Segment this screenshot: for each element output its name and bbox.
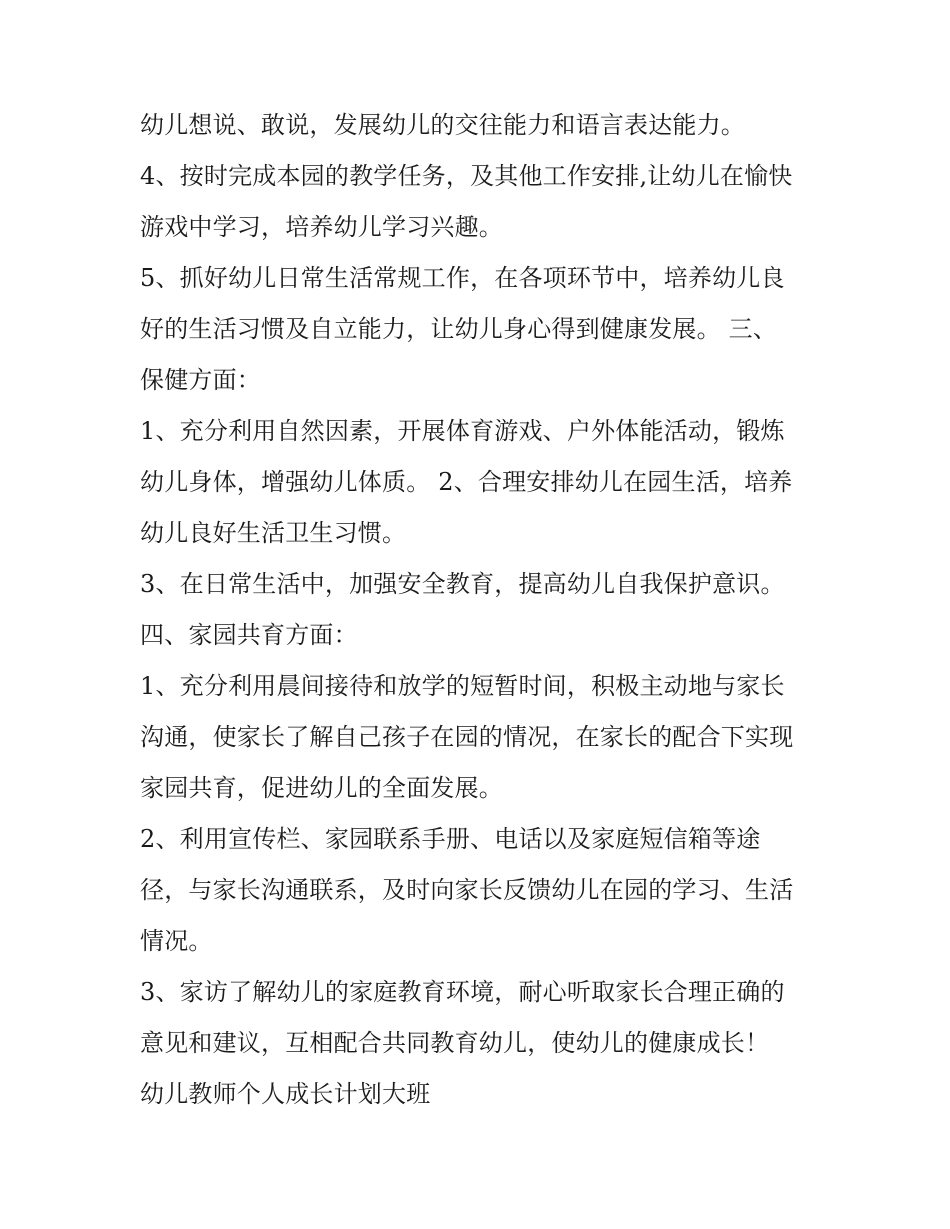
text-line: 家园共育，促进幼儿的全面发展。: [140, 774, 503, 802]
text-line: 3、在日常生活中，加强安全教育，提高幼儿自我保护意识。: [140, 570, 785, 598]
document-page: [140, 108, 820, 1111]
text-line: 游戏中学习，培养幼儿学习兴趣。: [140, 213, 503, 241]
text-line: 幼儿良好生活卫生习惯。: [140, 519, 407, 547]
text-line: 情况。: [140, 927, 213, 955]
section-heading: 四、家园共育方面：: [140, 621, 358, 649]
text-line: 好的生活习惯及自立能力，让幼儿身心得到健康发展。 三、: [140, 315, 778, 343]
text-line: 意见和建议，互相配合共同教育幼儿，使幼儿的健康成长！: [140, 1029, 770, 1057]
text-line: 1、充分利用晨间接待和放学的短暂时间，积极主动地与家长: [140, 672, 785, 700]
document-title: 幼儿教师个人成长计划大班: [140, 1080, 431, 1108]
text-line: 径，与家长沟通联系，及时向家长反馈幼儿在园的学习、生活: [140, 876, 794, 904]
text-line: 3、家访了解幼儿的家庭教育环境，耐心听取家长合理正确的: [140, 978, 785, 1006]
text-line: 5、抓好幼儿日常生活常规工作，在各项环节中，培养幼儿良: [140, 264, 785, 292]
text-line: 幼儿身体，增强幼儿体质。 2、合理安排幼儿在园生活，培养: [140, 468, 793, 496]
text-line: 沟通，使家长了解自己孩子在园的情况，在家长的配合下实现: [140, 723, 794, 751]
text-line: 2、利用宣传栏、家园联系手册、电话以及家庭短信箱等途: [140, 825, 761, 853]
section-heading: 保健方面：: [140, 366, 261, 394]
text-line: 1、充分利用自然因素，开展体育游戏、户外体能活动，锻炼: [140, 417, 785, 445]
text-line: 4、按时完成本园的教学任务，及其他工作安排,让幼儿在愉快: [140, 162, 793, 190]
text-line: 幼儿想说、敢说，发展幼儿的交往能力和语言表达能力。: [140, 111, 745, 139]
